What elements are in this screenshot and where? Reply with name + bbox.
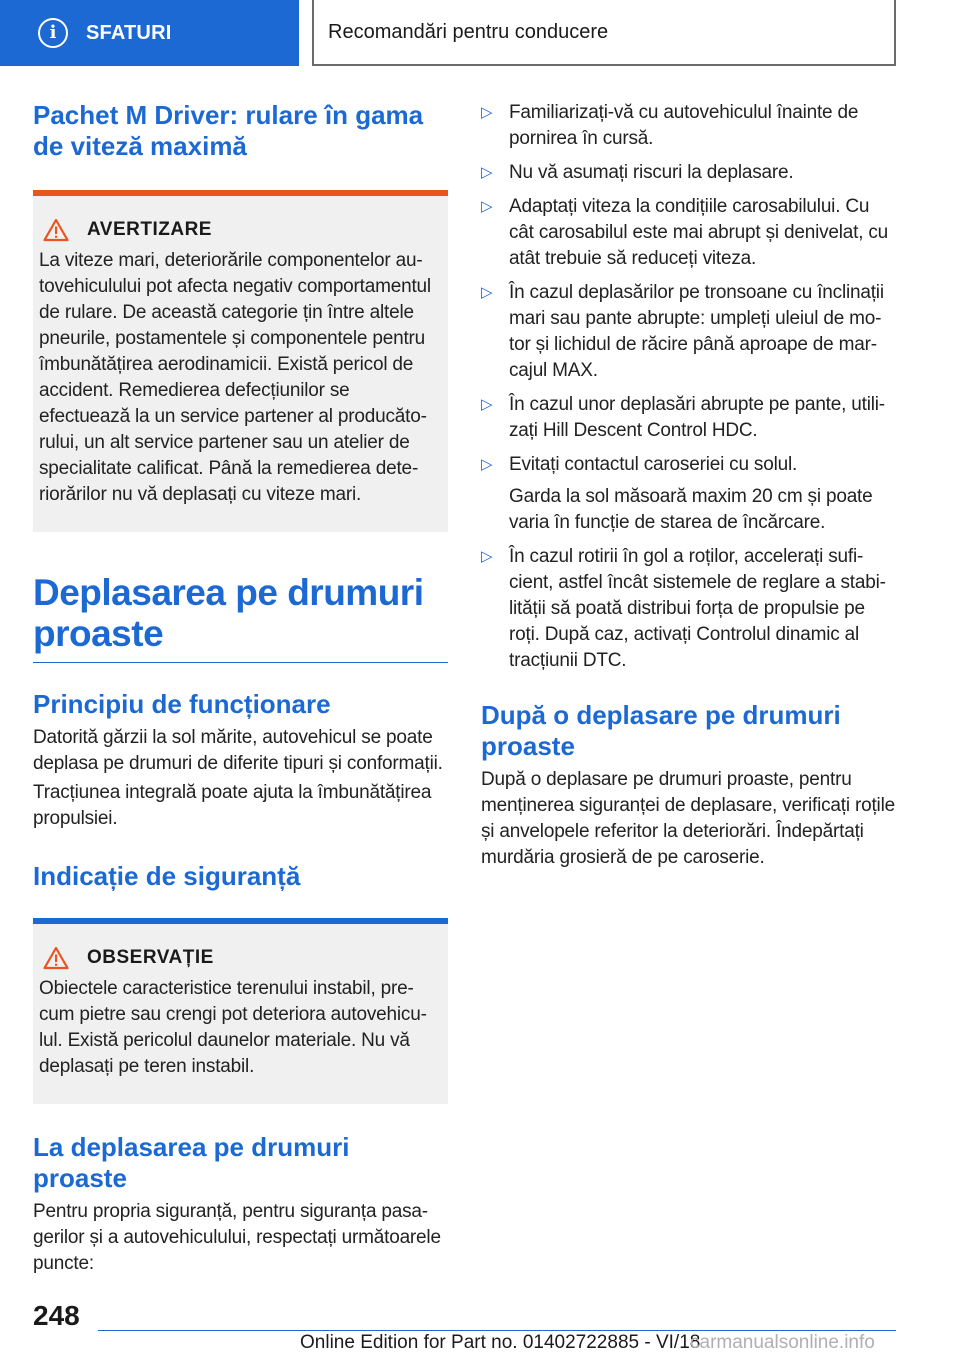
section-tab-label: SFATURI	[86, 21, 172, 44]
chapter-header	[312, 0, 896, 66]
safety-list	[481, 100, 896, 674]
paragraph-awd: Tracțiunea integrală poate ajuta la îmbunătățirea propulsiei.	[33, 782, 432, 829]
heading-rule	[33, 662, 448, 663]
heading-safety: Indicație de siguranță	[33, 861, 301, 891]
page-number: 248	[33, 1300, 80, 1331]
left-column	[33, 100, 448, 1277]
list-item	[481, 452, 896, 536]
footer-rule	[98, 1330, 896, 1331]
list-item-text: În cazul deplasărilor pe tronsoane cu înclinații mari sau pante abrupte: umpleți uleiul de motor și lichidul de răcire până aproape de marcajul MAX.	[509, 282, 884, 381]
heading-m-driver: Pachet M Driver: rulare în gama de viteză maximă	[33, 100, 424, 161]
notice-header	[39, 946, 440, 970]
heading-after-rough-roads: După o deplasare pe drumuri proaste	[481, 700, 841, 761]
paragraph-after-check: După o deplasare pe drumuri proaste, pentru menținerea siguranței de deplasare, verificați roțile și anvelopele referitor la deteriorări. Îndepărtați murdăria grosieră de pe caroserie.	[481, 769, 895, 868]
list-item-detail: Garda la sol măsoară maxim 20 cm și poate varia în funcție de starea de încărcare.	[509, 486, 873, 533]
right-column	[481, 100, 896, 871]
warning-text: La viteze mari, deteriorările componentelor autovehiculului pot afecta negativ comportamentul de rulare. De această categorie țin între altele pneurile, postamentele și componentele pentru îmbunătățirea aerodinamicii. Există pericol de accident. Remedierea defecțiunilor se efectuează la un service partener al producătorului, un alt service partener sau un atelier de specialitate calificat. Până la remedierea deteriorărilor nu vă deplasați cu viteze mari.	[39, 250, 431, 505]
bullet-arrow-icon: ▷	[481, 284, 493, 301]
bullet-arrow-icon: ▷	[481, 104, 493, 121]
warning-box	[33, 190, 448, 532]
notice-text: Obiectele caracteristice terenului instabil, precum pietre sau crengi pot deteriora autovehiculul. Există pericolul daunelor materiale. Nu vă deplasați pe teren instabil.	[39, 978, 427, 1077]
list-item-main: Evitați contactul caroseriei cu solul.	[509, 454, 798, 475]
list-item	[481, 160, 896, 186]
bullet-arrow-icon: ▷	[481, 396, 493, 413]
list-item-text: În cazul rotirii în gol a roților, accelerați suficient, astfel încât sistemele de reglare a stabilității să poată distribui forța de propulsie pe roți. După caz, activați Controlul dinamic al tracțiunii DTC.	[509, 546, 886, 671]
warning-header	[39, 218, 440, 242]
list-item-text: În cazul unor deplasări abrupte pe pante, utilizați Hill Descent Control HDC.	[509, 394, 886, 441]
heading-principle: Principiu de funcționare	[33, 689, 331, 719]
list-item	[481, 392, 896, 444]
chapter-title: Recomandări pentru conducere	[328, 20, 609, 43]
info-icon: i	[38, 18, 68, 48]
heading-during-rough-roads: La deplasarea pe drumuri proaste	[33, 1132, 350, 1193]
bullet-arrow-icon: ▷	[481, 164, 493, 181]
notice-title: OBSERVAȚIE	[87, 947, 214, 968]
paragraph-ground-clearance: Datorită gărzii la sol mărite, autovehicul se poate deplasa pe drumuri de diferite tipuri și conformații.	[33, 727, 443, 774]
list-item	[481, 544, 896, 674]
list-item	[481, 280, 896, 384]
list-item	[481, 100, 896, 152]
section-tab[interactable]	[0, 0, 299, 66]
watermark: carmanualsonline.info	[690, 1332, 875, 1353]
bullet-arrow-icon: ▷	[481, 548, 493, 565]
heading-rough-roads: Deplasarea pe drumuri proaste	[33, 572, 424, 654]
bullet-arrow-icon: ▷	[481, 198, 493, 215]
list-item-text: Familiarizați-vă cu autovehiculul înainte de pornirea în cursă.	[509, 102, 859, 149]
list-item-text: Adaptați viteza la condițiile carosabilului. Cu cât carosabilul este mai abrupt și denivelat, cu atât trebuie să reduceți viteza.	[509, 196, 889, 269]
edition-text: Online Edition for Part no. 01402722885 - VI/18	[300, 1332, 701, 1353]
warning-triangle-icon	[43, 218, 69, 242]
notice-box	[33, 918, 448, 1104]
list-item-text	[509, 452, 896, 536]
warning-triangle-icon	[43, 946, 69, 970]
bullet-arrow-icon: ▷	[481, 456, 493, 473]
list-item-text: Nu vă asumați riscuri la deplasare.	[509, 162, 794, 183]
list-item	[481, 194, 896, 272]
warning-title: AVERTIZARE	[87, 219, 212, 240]
paragraph-safety-points: Pentru propria siguranță, pentru siguranța pasagerilor și a autovehiculului, respectați următoarele puncte:	[33, 1201, 441, 1274]
